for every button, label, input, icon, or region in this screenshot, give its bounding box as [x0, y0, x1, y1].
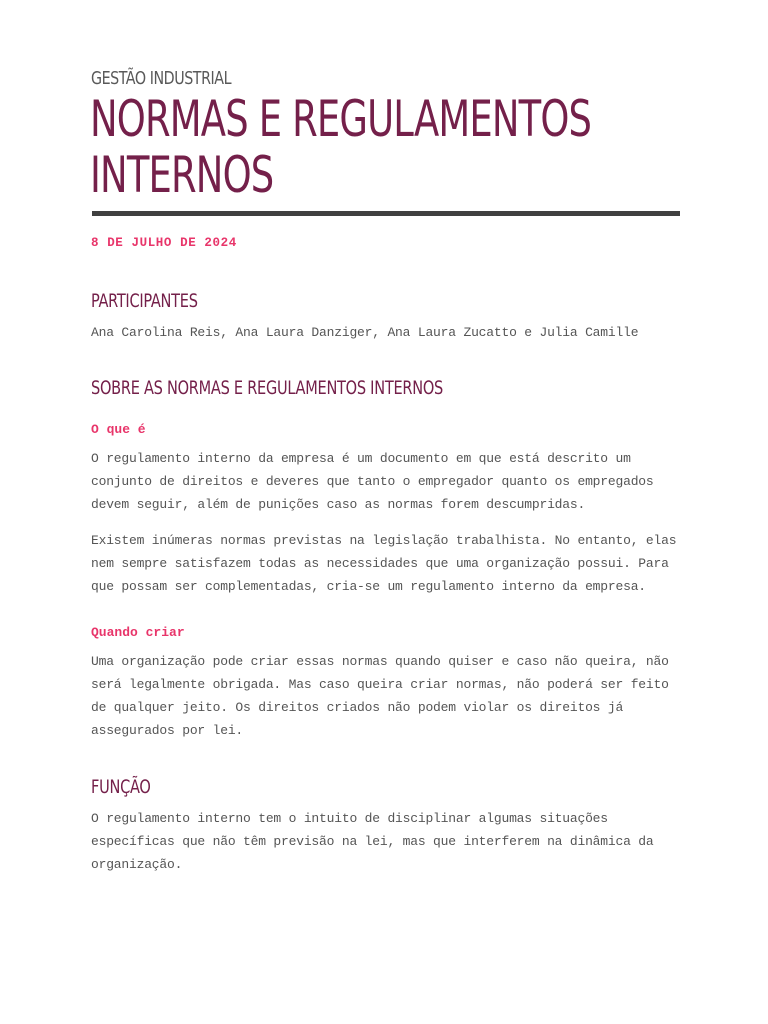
paragraph-line: devem seguir, além de punições caso as normas forem descumpridas. [91, 497, 586, 512]
paragraph-line: específicas que não têm previsão na lei, mas que interferem na dinâmica da [91, 834, 654, 849]
what-is-paragraph-2 [91, 529, 691, 598]
paragraph-line: será legalmente obrigada. Mas caso queira criar normas, não poderá ser feito [91, 677, 669, 692]
function-paragraph [91, 807, 691, 876]
what-is-heading: O que é [91, 422, 146, 437]
title-line-1: NORMAS E REGULAMENTOS [90, 90, 592, 148]
title-line-2: INTERNOS [90, 146, 274, 204]
document-title [90, 91, 615, 203]
about-heading: SOBRE AS NORMAS E REGULAMENTOS INTERNOS [91, 377, 443, 399]
paragraph-line: Existem inúmeras normas previstas na legislação trabalhista. No entanto, elas [91, 533, 677, 548]
paragraph-line: organização. [91, 857, 183, 872]
when-create-paragraph [91, 650, 691, 742]
participants-heading: PARTICIPANTES [91, 290, 198, 312]
when-create-heading: Quando criar [91, 625, 185, 640]
paragraph-line: O regulamento interno da empresa é um documento em que está descrito um [91, 451, 631, 466]
paragraph-line: O regulamento interno tem o intuito de disciplinar algumas situações [91, 811, 608, 826]
paragraph-line: Uma organização pode criar essas normas quando quiser e caso não queira, não [91, 654, 669, 669]
participants-names [91, 321, 691, 344]
paragraph-line: que possam ser complementadas, cria-se um regulamento interno da empresa. [91, 579, 646, 594]
document-kicker: GESTÃO INDUSTRIAL [91, 68, 232, 89]
participants-names-text: Ana Carolina Reis, Ana Laura Danziger, Ana Laura Zucatto e Julia Camille [91, 325, 639, 340]
what-is-paragraph-1 [91, 447, 691, 516]
title-divider [92, 211, 680, 216]
paragraph-line: de qualquer jeito. Os direitos criados não podem violar os direitos já [91, 700, 624, 715]
document-date: 8 DE JULHO DE 2024 [91, 236, 237, 250]
paragraph-line: conjunto de direitos e deveres que tanto o empregador quanto os empregados [91, 474, 654, 489]
function-heading: FUNÇÃO [91, 776, 151, 798]
paragraph-line: nem sempre satisfazem todas as necessidades que uma organização possui. Para [91, 556, 669, 571]
paragraph-line: assegurados por lei. [91, 723, 244, 738]
